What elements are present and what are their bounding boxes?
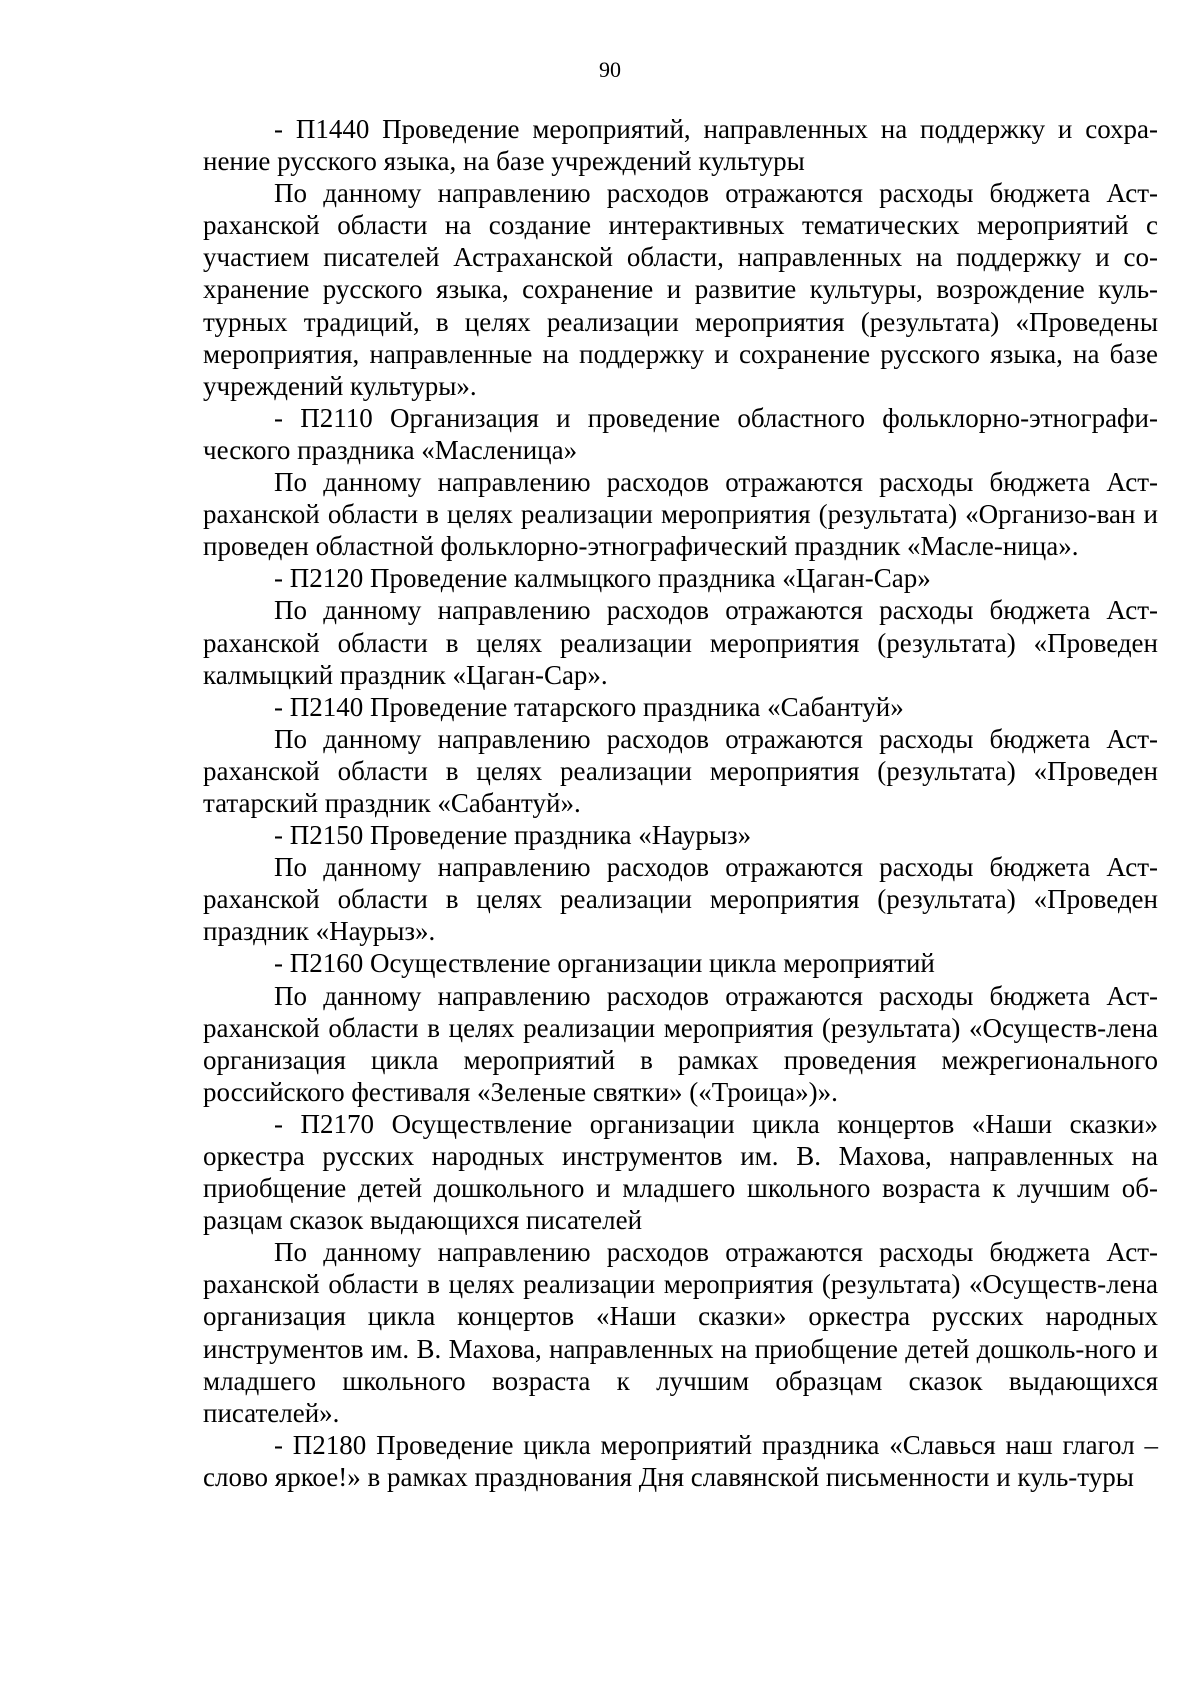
description-p2110: По данному направлению расходов отражаются расходы бюджета Аст-раханской области в целях реализации мероприятия (результата) «Организо-ван и проведен областной фольклорно-этнографический праздник «Масле-ница».	[203, 467, 1158, 562]
page-number: 90	[599, 57, 621, 82]
code-heading-p2150: - П2150 Проведение праздника «Наурыз»	[274, 820, 752, 851]
description-p2140: По данному направлению расходов отражаются расходы бюджета Аст-раханской области в целях реализации мероприятия (результата) «Проведен татарский праздник «Сабантуй».	[203, 723, 1158, 818]
code-heading-p1440: - П1440 Проведение мероприятий, направленных на поддержку и сохра-нение русского языка, на базе учреждений культуры	[203, 114, 1158, 177]
description-p1440: По данному направлению расходов отражаются расходы бюджета Аст-раханской области на создание интерактивных тематических мероприятий с участием писателей Астраханской области, направленных на поддержку и со-хранение русского языка, сохранение и развитие культуры, возрождение куль-турных традиций, в целях реализации мероприятия (результата) «Проведены мероприятия, направленные на поддержку и сохранение русского языка, на базе учреждений культуры».	[203, 178, 1158, 401]
code-heading-p2110: - П2110 Организация и проведение областного фольклорно-этнографи-ческого праздника «Масленица»	[203, 402, 1158, 465]
code-heading-p2140: - П2140 Проведение татарского праздника «Сабантуй»	[274, 691, 904, 722]
description-p2120: По данному направлению расходов отражаются расходы бюджета Аст-раханской области в целях реализации мероприятия (результата) «Проведен калмыцкий праздник «Цаган-Сар».	[203, 595, 1158, 690]
code-heading-p2180: - П2180 Проведение цикла мероприятий праздника «Славься наш глагол – слово яркое!» в рамках празднования Дня славянской письменности и куль-туры	[203, 1429, 1158, 1492]
code-heading-p2170: - П2170 Осуществление организации цикла концертов «Наши сказки» оркестра русских народных инструментов им. В. Махова, направленных на приобщение детей дошкольного и младшего школьного возраста к лучшим об-разцам сказок выдающихся писателей	[203, 1108, 1158, 1236]
code-heading-p2120: - П2120 Проведение калмыцкого праздника «Цаган-Сар»	[274, 563, 931, 594]
code-heading-p2160: - П2160 Осуществление организации цикла мероприятий	[274, 948, 935, 979]
document-body	[203, 113, 1158, 1493]
description-p2170: По данному направлению расходов отражаются расходы бюджета Аст-раханской области в целях реализации мероприятия (результата) «Осуществ-лена организация цикла концертов «Наши сказки» оркестра русских народных инструментов им. В. Махова, направленных на приобщение детей дошколь-ного и младшего школьного возраста к лучшим образцам сказок выдающихся писателей».	[203, 1237, 1158, 1428]
description-p2150: По данному направлению расходов отражаются расходы бюджета Аст-раханской области в целях реализации мероприятия (результата) «Проведен праздник «Наурыз».	[203, 852, 1158, 947]
description-p2160: По данному направлению расходов отражаются расходы бюджета Аст-раханской области в целях реализации мероприятия (результата) «Осуществ-лена организация цикла мероприятий в рамках проведения межрегионального российского фестиваля «Зеленые святки» («Троица»)».	[203, 980, 1158, 1107]
